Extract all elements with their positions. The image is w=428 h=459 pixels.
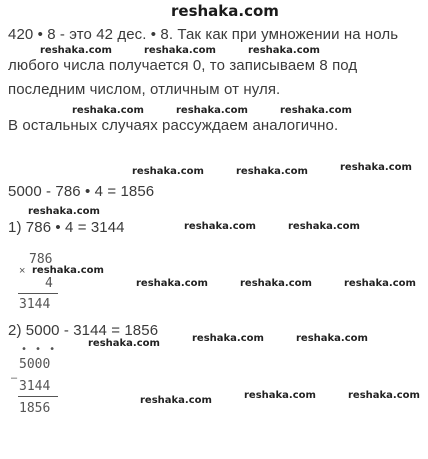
calc1-result: 3144 [19, 297, 51, 312]
watermark: reshaka.com [132, 166, 204, 177]
watermark: reshaka.com [288, 221, 360, 232]
calc2-subtrahend: 3144 [19, 379, 51, 394]
step-1: 1) 786 • 4 = 3144 [8, 219, 125, 236]
watermark: reshaka.com [136, 278, 208, 289]
watermark: reshaka.com [240, 278, 312, 289]
watermark: reshaka.com [244, 390, 316, 401]
watermark: reshaka.com [176, 105, 248, 116]
watermark: reshaka.com [144, 45, 216, 56]
watermark: reshaka.com [184, 221, 256, 232]
expression: 5000 - 786 • 4 = 1856 [8, 183, 155, 200]
watermark: reshaka.com [348, 390, 420, 401]
calc2-rule [18, 396, 58, 397]
calc1-multiplier: 4 [45, 276, 53, 291]
calc1-rule [18, 293, 58, 294]
watermark: reshaka.com [32, 265, 104, 276]
watermark: reshaka.com [28, 206, 100, 217]
watermark: reshaka.com [248, 45, 320, 56]
watermark: reshaka.com [344, 278, 416, 289]
watermark: reshaka.com [280, 105, 352, 116]
watermark: reshaka.com [88, 338, 160, 349]
text-line-4: В остальных случаях рассуждаем аналогично. [8, 117, 339, 134]
calc2-borrow-dots: • • • [21, 344, 57, 355]
text-line-2: любого числа получается 0, то записываем 8 под [8, 57, 358, 74]
watermark: reshaka.com [236, 166, 308, 177]
watermark: reshaka.com [340, 162, 412, 173]
step-2: 2) 5000 - 3144 = 1856 [8, 322, 159, 339]
watermark: reshaka.com [296, 333, 368, 344]
watermark: reshaka.com [140, 395, 212, 406]
calc1-top: 786 [29, 252, 53, 267]
subtract-operator: – [11, 372, 18, 384]
text-line-3: последним числом, отличным от нуля. [8, 81, 281, 98]
watermark: reshaka.com [72, 105, 144, 116]
watermark: reshaka.com [40, 45, 112, 56]
multiply-operator: × [19, 265, 26, 277]
text-line-1: 420 • 8 - это 42 дес. • 8. Так как при умножении на ноль [8, 26, 399, 43]
calc2-result: 1856 [19, 401, 51, 416]
calc2-minuend: 5000 [19, 357, 51, 372]
header-watermark: reshaka.com [171, 2, 279, 20]
watermark: reshaka.com [192, 333, 264, 344]
